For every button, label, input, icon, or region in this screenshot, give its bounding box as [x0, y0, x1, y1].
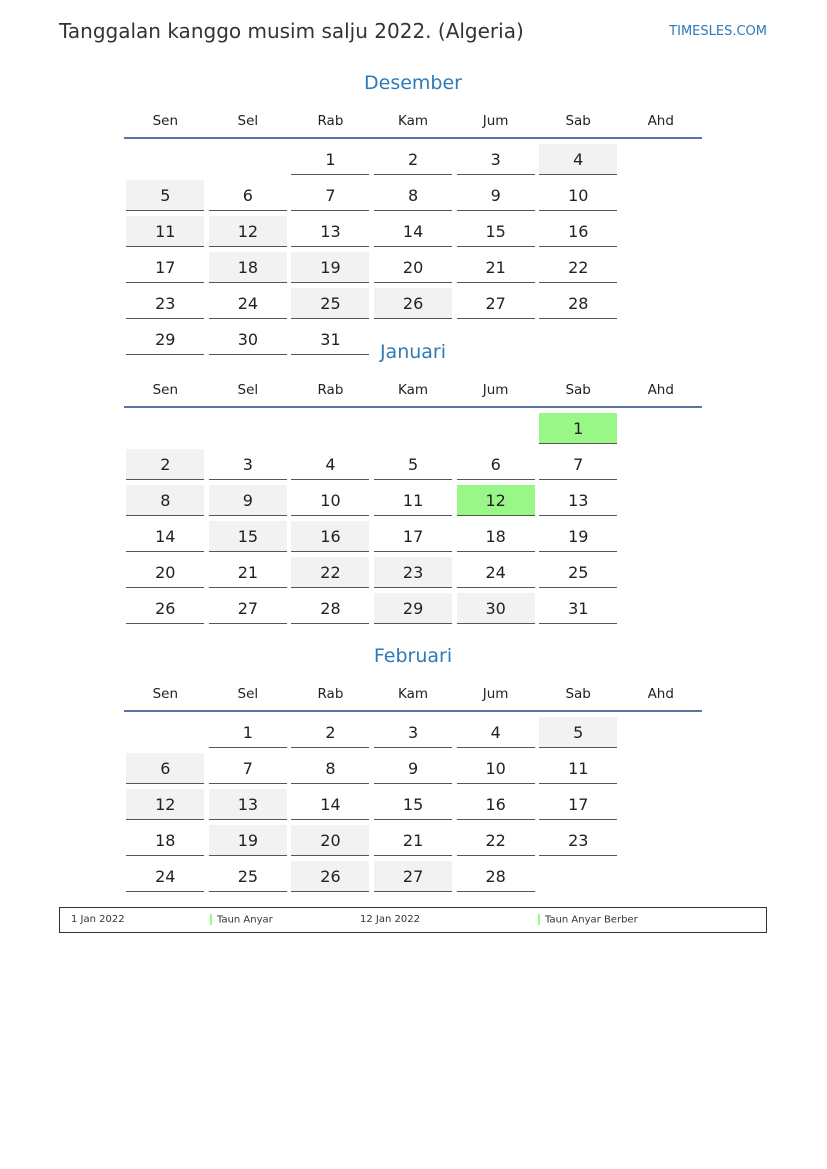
weekday-label: Ahd: [647, 686, 674, 702]
day-cell: 14: [126, 521, 204, 552]
weekend-day-cell: 30: [457, 593, 535, 624]
day-cell: 16: [539, 216, 617, 247]
weekday-label: Jum: [482, 686, 509, 702]
weekday-label: Sel: [237, 686, 259, 702]
day-cell: 2: [374, 144, 452, 175]
site-link[interactable]: TIMESLES.COM: [669, 24, 767, 39]
day-cell: 5: [374, 449, 452, 480]
day-cell: 8: [374, 180, 452, 211]
day-cell: 28: [291, 593, 369, 624]
empty-day-cell: [291, 413, 369, 444]
day-cell: 1: [291, 144, 369, 175]
weekday-label: Sel: [237, 113, 259, 129]
weekend-day-cell: 6: [126, 753, 204, 784]
empty-day-cell: [209, 144, 287, 175]
weekend-day-cell: 16: [291, 521, 369, 552]
day-cell: 10: [291, 485, 369, 516]
weekday-label: Sab: [565, 686, 591, 702]
weekend-day-cell: 11: [126, 216, 204, 247]
weekend-day-cell: 26: [291, 861, 369, 892]
weekend-day-cell: 4: [539, 144, 617, 175]
day-cell: 25: [539, 557, 617, 588]
day-cell: 18: [457, 521, 535, 552]
legend-holiday-name: Taun Anyar: [217, 914, 273, 926]
month-calendar: [124, 642, 702, 897]
day-cell: 26: [126, 593, 204, 624]
month-name: Desember: [364, 72, 462, 94]
day-cell: 16: [457, 789, 535, 820]
day-cell: 22: [539, 252, 617, 283]
day-cell: 6: [209, 180, 287, 211]
weekend-day-cell: 25: [291, 288, 369, 319]
day-cell: 31: [291, 324, 369, 355]
day-cell: 28: [539, 288, 617, 319]
legend-holiday-name: Taun Anyar Berber: [545, 914, 638, 926]
day-cell: 14: [374, 216, 452, 247]
month-name: Februari: [373, 645, 453, 667]
day-cell: 7: [539, 449, 617, 480]
holiday-marker-icon: [538, 914, 540, 925]
weekday-label: Rab: [317, 382, 344, 398]
empty-day-cell: [209, 413, 287, 444]
day-cell: 15: [374, 789, 452, 820]
day-cell: 27: [209, 593, 287, 624]
legend-holiday: [538, 914, 638, 926]
empty-day-cell: [126, 144, 204, 175]
weekend-day-cell: 23: [374, 557, 452, 588]
weekend-day-cell: 20: [291, 825, 369, 856]
weekday-label: Sen: [152, 113, 178, 129]
weekday-header: [124, 380, 702, 408]
day-cell: 24: [457, 557, 535, 588]
day-cell: 13: [539, 485, 617, 516]
weekend-day-cell: 19: [209, 825, 287, 856]
day-cell: 19: [539, 521, 617, 552]
day-cell: 1: [209, 717, 287, 748]
month-calendar: [124, 69, 702, 360]
day-cell: 28: [457, 861, 535, 892]
holiday-legend: [59, 907, 767, 933]
weekday-label: Rab: [317, 113, 344, 129]
holiday-marker-icon: [210, 914, 212, 925]
legend-holiday: [210, 914, 273, 926]
day-cell: 11: [374, 485, 452, 516]
day-cell: 7: [209, 753, 287, 784]
weekend-day-cell: 27: [374, 861, 452, 892]
day-cell: 3: [457, 144, 535, 175]
weekday-label: Sen: [152, 686, 178, 702]
empty-day-cell: [457, 413, 535, 444]
weekday-label: Sab: [565, 113, 591, 129]
day-cell: 21: [457, 252, 535, 283]
day-cell: 9: [374, 753, 452, 784]
day-cell: 3: [209, 449, 287, 480]
holiday-day-cell: 1: [539, 413, 617, 444]
day-cell: 20: [374, 252, 452, 283]
day-cell: 8: [291, 753, 369, 784]
legend-date: 1 Jan 2022: [71, 914, 125, 925]
day-cell: 3: [374, 717, 452, 748]
day-cell: 13: [291, 216, 369, 247]
day-cell: 29: [126, 324, 204, 355]
day-cell: 25: [209, 861, 287, 892]
day-grid: [124, 144, 702, 360]
weekend-day-cell: 5: [539, 717, 617, 748]
day-cell: 23: [539, 825, 617, 856]
day-cell: 23: [126, 288, 204, 319]
day-cell: 30: [209, 324, 287, 355]
weekend-day-cell: 8: [126, 485, 204, 516]
weekday-label: Kam: [398, 382, 429, 398]
weekend-day-cell: 26: [374, 288, 452, 319]
weekday-header: [124, 111, 702, 139]
page-title: Tanggalan kanggo musim salju 2022. (Algeria): [59, 19, 524, 43]
day-cell: 10: [457, 753, 535, 784]
day-cell: 21: [374, 825, 452, 856]
legend-date: 12 Jan 2022: [360, 914, 420, 925]
weekend-day-cell: 2: [126, 449, 204, 480]
day-cell: 21: [209, 557, 287, 588]
day-cell: 22: [457, 825, 535, 856]
day-cell: 4: [457, 717, 535, 748]
empty-day-cell: [126, 413, 204, 444]
day-cell: 17: [539, 789, 617, 820]
weekend-day-cell: 15: [209, 521, 287, 552]
weekday-label: Rab: [317, 686, 344, 702]
holiday-day-cell: 12: [457, 485, 535, 516]
weekday-label: Sel: [237, 382, 259, 398]
day-cell: 17: [374, 521, 452, 552]
day-cell: 4: [291, 449, 369, 480]
day-cell: 6: [457, 449, 535, 480]
day-cell: 9: [457, 180, 535, 211]
weekday-label: Ahd: [647, 113, 674, 129]
day-cell: 10: [539, 180, 617, 211]
day-cell: 20: [126, 557, 204, 588]
weekday-label: Jum: [482, 113, 509, 129]
day-cell: 17: [126, 252, 204, 283]
weekend-day-cell: 5: [126, 180, 204, 211]
day-cell: 14: [291, 789, 369, 820]
day-cell: 31: [539, 593, 617, 624]
weekend-day-cell: 22: [291, 557, 369, 588]
weekday-header: [124, 684, 702, 712]
weekday-label: Kam: [398, 686, 429, 702]
day-cell: 11: [539, 753, 617, 784]
weekday-label: Kam: [398, 113, 429, 129]
day-grid: [124, 717, 702, 897]
weekend-day-cell: 12: [126, 789, 204, 820]
day-cell: 18: [126, 825, 204, 856]
day-cell: 24: [209, 288, 287, 319]
weekday-label: Sen: [152, 382, 178, 398]
day-cell: 24: [126, 861, 204, 892]
weekend-day-cell: 18: [209, 252, 287, 283]
weekend-day-cell: 12: [209, 216, 287, 247]
empty-day-cell: [374, 413, 452, 444]
weekend-day-cell: 29: [374, 593, 452, 624]
day-cell: 2: [291, 717, 369, 748]
weekday-label: Jum: [482, 382, 509, 398]
weekend-day-cell: 9: [209, 485, 287, 516]
weekend-day-cell: 13: [209, 789, 287, 820]
weekend-day-cell: 19: [291, 252, 369, 283]
day-cell: 15: [457, 216, 535, 247]
empty-day-cell: [126, 717, 204, 748]
weekday-label: Ahd: [647, 382, 674, 398]
month-calendar: [124, 338, 702, 629]
day-cell: 7: [291, 180, 369, 211]
month-name: Januari: [379, 341, 447, 363]
day-grid: [124, 413, 702, 629]
day-cell: 27: [457, 288, 535, 319]
weekday-label: Sab: [565, 382, 591, 398]
